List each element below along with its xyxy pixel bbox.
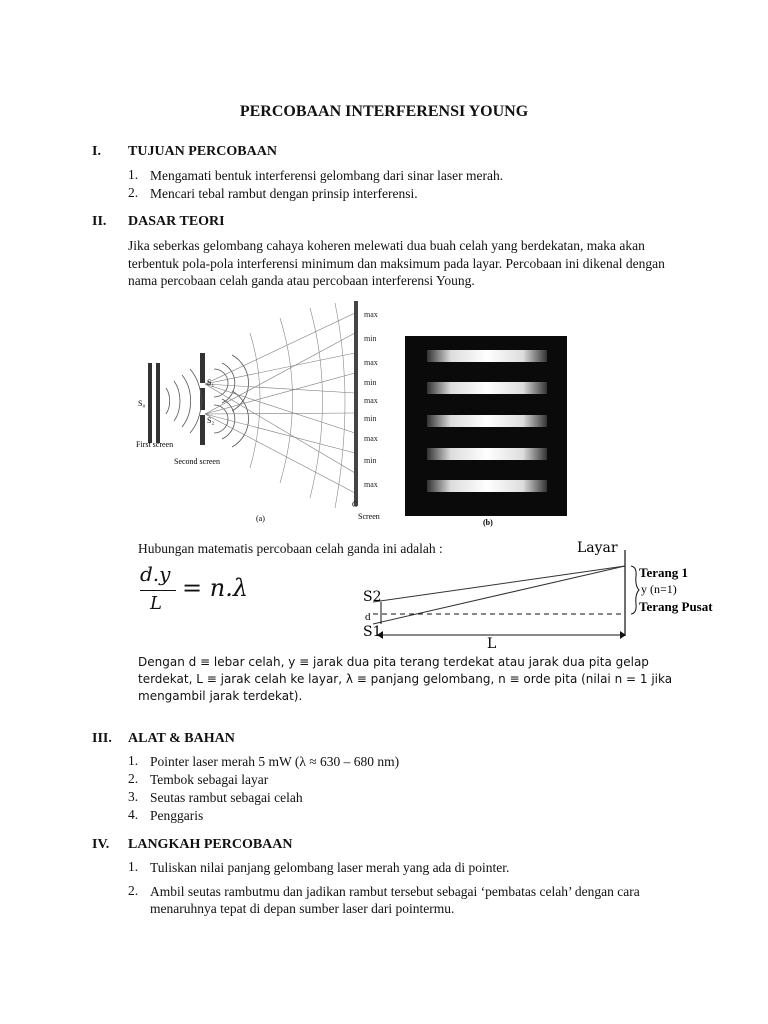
ray-s2 bbox=[373, 566, 625, 602]
fringe-label: max bbox=[364, 310, 378, 319]
fringe-label: min bbox=[364, 414, 377, 423]
list-number: 2. bbox=[128, 185, 139, 200]
fringe-label: min bbox=[364, 378, 377, 387]
first-screen-bar bbox=[156, 363, 160, 443]
page-title: PERCOBAAN INTERFERENSI YOUNG bbox=[239, 103, 529, 120]
layar-label: Layar bbox=[577, 540, 618, 556]
screen-bar bbox=[354, 301, 358, 506]
list-item: Penggaris bbox=[150, 808, 204, 823]
fraction-bar bbox=[140, 590, 176, 591]
terang-pusat-label: Terang Pusat bbox=[639, 599, 713, 614]
fringe-label: max bbox=[364, 480, 378, 489]
list-item: Tuliskan nilai panjang gelombang laser merah yang ada di pointer. bbox=[150, 860, 510, 875]
y-brace bbox=[631, 566, 639, 614]
y-label: y (n=1) bbox=[641, 582, 677, 596]
ray-s1 bbox=[373, 566, 625, 624]
list-number: 1. bbox=[128, 167, 139, 182]
fringe-label: max bbox=[364, 396, 378, 405]
L-label: L bbox=[487, 636, 497, 648]
fringe-photo bbox=[405, 336, 567, 528]
second-screen-bar bbox=[200, 353, 205, 383]
s2-label: S2 bbox=[363, 589, 382, 605]
section-title: LANGKAH PERCOBAAN bbox=[128, 837, 293, 852]
d-label: d bbox=[365, 611, 371, 623]
section-title: ALAT & BAHAN bbox=[128, 731, 235, 746]
s0-label: S₀ bbox=[138, 399, 146, 408]
formula-rhs: = n.λ bbox=[182, 574, 249, 602]
bright-fringe bbox=[427, 350, 547, 362]
theory-paragraph: Jika seberkas gelombang cahaya koheren melewati dua buah celah yang berdekatan, maka akan terbentuk pola-pola interferensi minimum dan maksimum pada layar. Percobaan ini dikenal dengan nama percobaan celah ganda atau percobaan interferensi Young. bbox=[128, 238, 665, 288]
list-item: Tembok sebagai layar bbox=[150, 772, 269, 787]
section-number: IV. bbox=[92, 837, 110, 852]
slit-geometry-diagram bbox=[355, 536, 735, 648]
bright-fringe bbox=[427, 415, 547, 427]
list-number: 4. bbox=[128, 807, 139, 822]
figure-b-label: (b) bbox=[483, 518, 493, 527]
list-item: Mencari tebal rambut dengan prinsip interferensi. bbox=[150, 186, 418, 201]
section-title: TUJUAN PERCOBAAN bbox=[128, 144, 277, 159]
fringe-labels bbox=[364, 310, 378, 489]
section-title: DASAR TEORI bbox=[128, 214, 225, 229]
list-number: 1. bbox=[128, 859, 139, 874]
list-number: 1. bbox=[128, 753, 139, 768]
list-item: Mengamati bentuk interferensi gelombang dari sinar laser merah. bbox=[150, 168, 504, 183]
formula-denominator: L bbox=[150, 593, 162, 614]
screen-label: Screen bbox=[358, 512, 380, 521]
s2-label: S₂ bbox=[207, 416, 215, 425]
formula-numerator: d.y bbox=[140, 562, 171, 586]
list-item: Seutas rambut sebagai celah bbox=[150, 790, 303, 805]
list-number: 3. bbox=[128, 789, 139, 804]
list-number: 2. bbox=[128, 883, 139, 898]
definition-paragraph: Dengan d ≡ lebar celah, y ≡ jarak dua pita terang terdekat atau jarak dua pita gelap terdekat, L ≡ jarak celah ke layar, λ ≡ panjang gelombang, n ≡ orde pita (nilai n = 1 jika mengambil jarak terdekat). bbox=[138, 655, 673, 703]
list-item: Pointer laser merah 5 mW (λ ≈ 630 – 680 nm) bbox=[150, 754, 400, 769]
fringe-label: min bbox=[364, 456, 377, 465]
c-label: C bbox=[352, 500, 358, 509]
double-slit-figure bbox=[130, 293, 400, 529]
first-screen-label: First screen bbox=[136, 440, 174, 449]
bright-fringe bbox=[427, 480, 547, 492]
second-screen-label: Second screen bbox=[174, 457, 220, 466]
first-screen-bar bbox=[148, 363, 152, 443]
section-number: I. bbox=[92, 144, 101, 159]
s1-label: S₁ bbox=[207, 378, 215, 387]
section-number: II. bbox=[92, 214, 107, 229]
list-item: Ambil seutas rambutmu dan jadikan rambut tersebut sebagai ‘pembatas celah’ dengan cara menaruhnya tepat di depan sumber laser dari pointermu. bbox=[150, 884, 640, 916]
figure-a-label: (a) bbox=[256, 514, 265, 523]
s1-label: S1 bbox=[363, 624, 382, 640]
figure-background bbox=[130, 293, 400, 529]
fringe-label: max bbox=[364, 358, 378, 367]
terang1-label: Terang 1 bbox=[639, 565, 688, 580]
relation-text: Hubungan matematis percobaan celah ganda ini adalah : bbox=[138, 541, 443, 556]
list-number: 2. bbox=[128, 771, 139, 786]
fringe-label: max bbox=[364, 434, 378, 443]
fringe-label: min bbox=[364, 334, 377, 343]
section-number: III. bbox=[92, 731, 112, 746]
bright-fringe bbox=[427, 382, 547, 394]
second-screen-bar bbox=[200, 415, 205, 445]
bright-fringe bbox=[427, 448, 547, 460]
